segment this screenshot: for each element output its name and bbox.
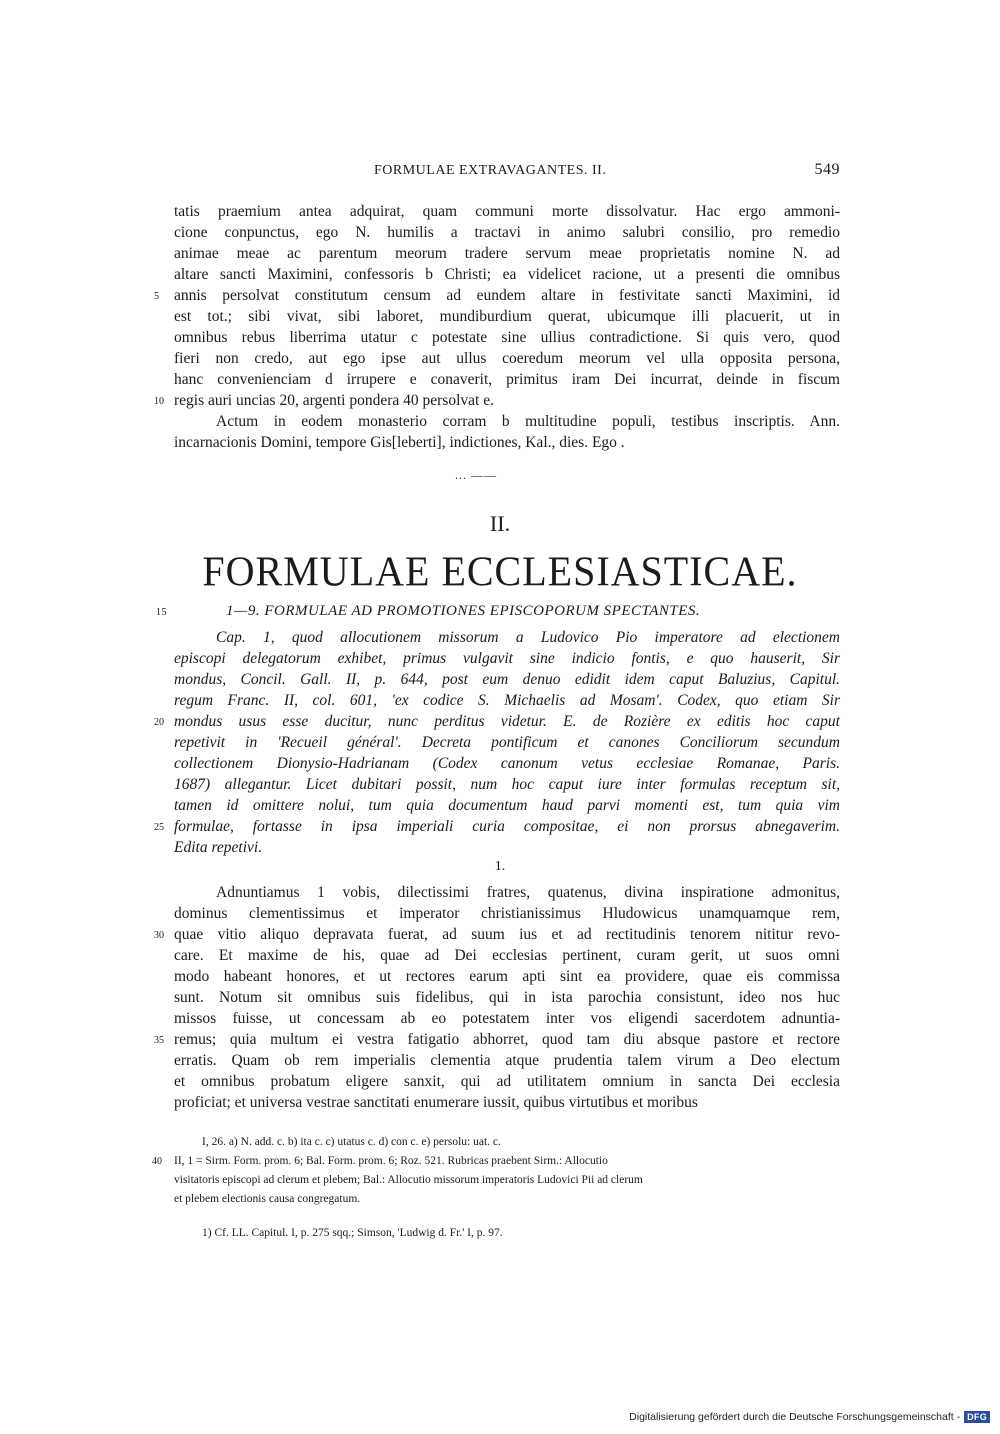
line-text: care. Et maxime de his, quae ad Dei ecclesias pertinent, curam gerit, ut suos omni [174, 947, 840, 964]
text-line [174, 774, 840, 795]
line-text: dominus clementissimus et imperator christianissimus Hludowicus unamquamque rem, [174, 905, 840, 922]
part-title: FORMULAE ECCLESIASTICAE. [202, 547, 798, 596]
footnote-line [174, 1224, 840, 1243]
editorial-introduction [154, 627, 840, 858]
line-number: 20 [154, 717, 164, 728]
digitization-credit [629, 1411, 990, 1423]
line-text: et omnibus probatum eligere sanxit, qui ad utilitatem omnium in sancta Dei ecclesia [174, 1073, 840, 1090]
text-line [174, 966, 840, 987]
text-line [174, 732, 840, 753]
text-line [174, 669, 840, 690]
line-text: est tot.; sibi vivat, sibi laboret, mundiburdium querat, ubicumque illi placuerit, ut in [174, 308, 840, 325]
credit-text: Digitalisierung gefördert durch die Deutsche Forschungsgemeinschaft - [629, 1411, 961, 1423]
line-text: Edita repetivi. [174, 839, 263, 856]
text-line [174, 1050, 840, 1071]
line-number: 15 [156, 607, 167, 618]
line-number: 10 [154, 396, 164, 407]
footnotes-sources [152, 1152, 840, 1209]
text-line [154, 1029, 840, 1050]
running-head-title: FORMULAE EXTRAVAGANTES. II. [374, 163, 607, 178]
dfg-logo: DFG [964, 1411, 990, 1423]
line-text: modo habeant honores, et ut rectores earum apti sint ea providere, quae eis commissa [174, 968, 840, 985]
line-text: 1687) allegantur. Licet dubitari possit, num hoc caput iure inter formulas receptum sit, [174, 776, 840, 793]
footnotes-commentary [174, 1224, 840, 1243]
line-text: sunt. Notum sit omnibus suis fidelibus, qui in ista parochia consistunt, ideo nos huc [174, 989, 840, 1006]
page-number: 549 [814, 161, 840, 178]
line-text: mondus usus esse ducitur, nunc perditus videtur. E. de Rozière ex editis hoc caput [174, 713, 840, 730]
line-text: omnibus rebus liberrima utatur c potestate sine ullius contradictione. Si quis vero, quod [174, 329, 840, 346]
text-line [174, 1071, 840, 1092]
line-text: tamen id omittere nolui, tum quia documentum haud parvi momenti est, tum quia vim [174, 797, 840, 814]
text-line [174, 882, 840, 903]
text-line [174, 201, 840, 222]
footnotes-variants [174, 1133, 840, 1152]
footnote-line [152, 1152, 840, 1171]
line-text: hanc convenienciam d irrupere e conaverit, primitus iram Dei incurrat, deinde in fiscum [174, 371, 840, 388]
text-line [174, 1008, 840, 1029]
line-text: regum Franc. II, col. 601, 'ex codice S. Michaelis ad Mosam'. Codex, quo etiam Sir [174, 692, 840, 709]
footnote-line [174, 1190, 840, 1209]
line-text: quae vitio aliquo depravata fuerat, ad suum ius et ad rectitudinis tenorem nititur revo- [174, 926, 840, 943]
separator: ... —— [455, 468, 497, 482]
line-text: regis auri uncias 20, argenti pondera 40 persolvat e. [174, 392, 494, 409]
line-text: proficiat; et universa vestrae sanctitati enumerare iussit, quibus virtutibus et moribus [174, 1094, 698, 1111]
line-text: et plebem electionis causa congregatum. [174, 1193, 361, 1205]
line-text: animae meae ac parentum meorum tradere servum meae proprietatis nomine N. ad [174, 245, 840, 262]
line-text: I, 26. a) N. add. c. b) ita c. c) utatus c. d) con c. e) persolu: uat. c. [202, 1136, 501, 1148]
text-line [174, 222, 840, 243]
line-number: 35 [154, 1035, 164, 1046]
part-number: II. [489, 511, 511, 536]
text-line [154, 711, 840, 732]
text-line [174, 348, 840, 369]
line-text: altare sancti Maximini, confessoris b Christi; ea videlicet racione, ut a presenti die omnibus [174, 266, 840, 283]
text-line [174, 837, 840, 858]
text-line [174, 264, 840, 285]
line-text: missos fuisse, ut concessam ab eo potestatem inter vos eligendi sacerdotem adnuntia- [174, 1010, 840, 1027]
footnote-line [174, 1171, 840, 1190]
line-text: collectionem Dionysio-Hadrianam (Codex canonum vetus ecclesiae Romanae, Paris. [174, 755, 840, 772]
line-text: cione conpunctus, ego N. humilis a tractavi in animo salubri consilio, pro remedio [174, 224, 840, 241]
section-title: 1—9. FORMULAE AD PROMOTIONES EPISCOPORUM SPECTANTES. [226, 603, 701, 619]
line-text: visitatoris episcopi ad clerum et plebem; Bal.: Allocutio missorum imperatoris Ludovici Pii ad clerum [174, 1174, 643, 1186]
text-line [174, 945, 840, 966]
text-line [174, 753, 840, 774]
text-line [174, 1092, 840, 1113]
line-text: Cap. 1, quod allocutionem missorum a Ludovico Pio imperatore ad electionem [216, 629, 840, 646]
line-text: episcopi delegatorum exhibet, primus vulgavit sine indicio fontis, e quo hauserit, Sir [174, 650, 840, 667]
text-line [174, 411, 840, 432]
text-line [174, 243, 840, 264]
text-line [174, 987, 840, 1008]
line-number: 40 [152, 1156, 162, 1167]
text-line [154, 285, 840, 306]
line-text: formulae, fortasse in ipsa imperiali curia compositae, ei non prorsus abnegaverim. [174, 818, 840, 835]
text-line [174, 648, 840, 669]
text-line [154, 924, 840, 945]
line-text: repetivit in 'Recueil général'. Decreta pontificum et canones Conciliorum secundum [174, 734, 840, 751]
text-line [154, 816, 840, 837]
line-text: incarnacionis Domini, tempore Gis[leberti], indictiones, Kal., dies. Ego . [174, 434, 625, 451]
line-text: remus; quia multum ei vestra fatigatio abhorret, quod tam diu absque pastore et rectore [174, 1031, 840, 1048]
text-line [174, 306, 840, 327]
text-line [174, 627, 840, 648]
line-text: fieri non credo, aut ego ipse aut ullus coeredum meorum vel ulla opposita persona, [174, 350, 840, 367]
body-text-main [154, 882, 840, 1113]
body-text-top [154, 201, 840, 453]
text-line [154, 390, 840, 411]
line-number: 5 [154, 291, 159, 302]
line-number: 30 [154, 930, 164, 941]
line-number: 25 [154, 822, 164, 833]
text-line [174, 690, 840, 711]
line-text: erratis. Quam ob rem imperialis clementia atque prudentia talem virum a Deo electum [174, 1052, 840, 1069]
text-line [174, 903, 840, 924]
line-text: Adnuntiamus 1 vobis, dilectissimi fratres, quatenus, divina inspiratione admonitus, [216, 884, 840, 901]
line-text: 1) Cf. LL. Capitul. I, p. 275 sqq.; Simson, 'Ludwig d. Fr.' I, p. 97. [202, 1227, 503, 1239]
text-line [174, 795, 840, 816]
text-line [174, 369, 840, 390]
line-text: tatis praemium antea adquirat, quam communi morte dissolvatur. Hac ergo ammoni- [174, 203, 840, 220]
section-heading [156, 603, 701, 620]
line-text: II, 1 = Sirm. Form. prom. 6; Bal. Form. prom. 6; Roz. 521. Rubricas praebent Sirm.: Allocutio [174, 1155, 608, 1167]
line-text: annis persolvat constitutum censum ad eundem altare in festivitate sancti Maximini, id [174, 287, 840, 304]
text-line [174, 327, 840, 348]
footnote-line [174, 1133, 840, 1152]
text-line [174, 432, 840, 453]
line-text: mondus, Concil. Gall. II, p. 644, post eum denuo edidit idem caput Baluzius, Capitul. [174, 671, 840, 688]
document-number: 1. [494, 859, 506, 874]
line-text: Actum in eodem monasterio corram b multitudine populi, testibus inscriptis. Ann. [216, 413, 840, 430]
